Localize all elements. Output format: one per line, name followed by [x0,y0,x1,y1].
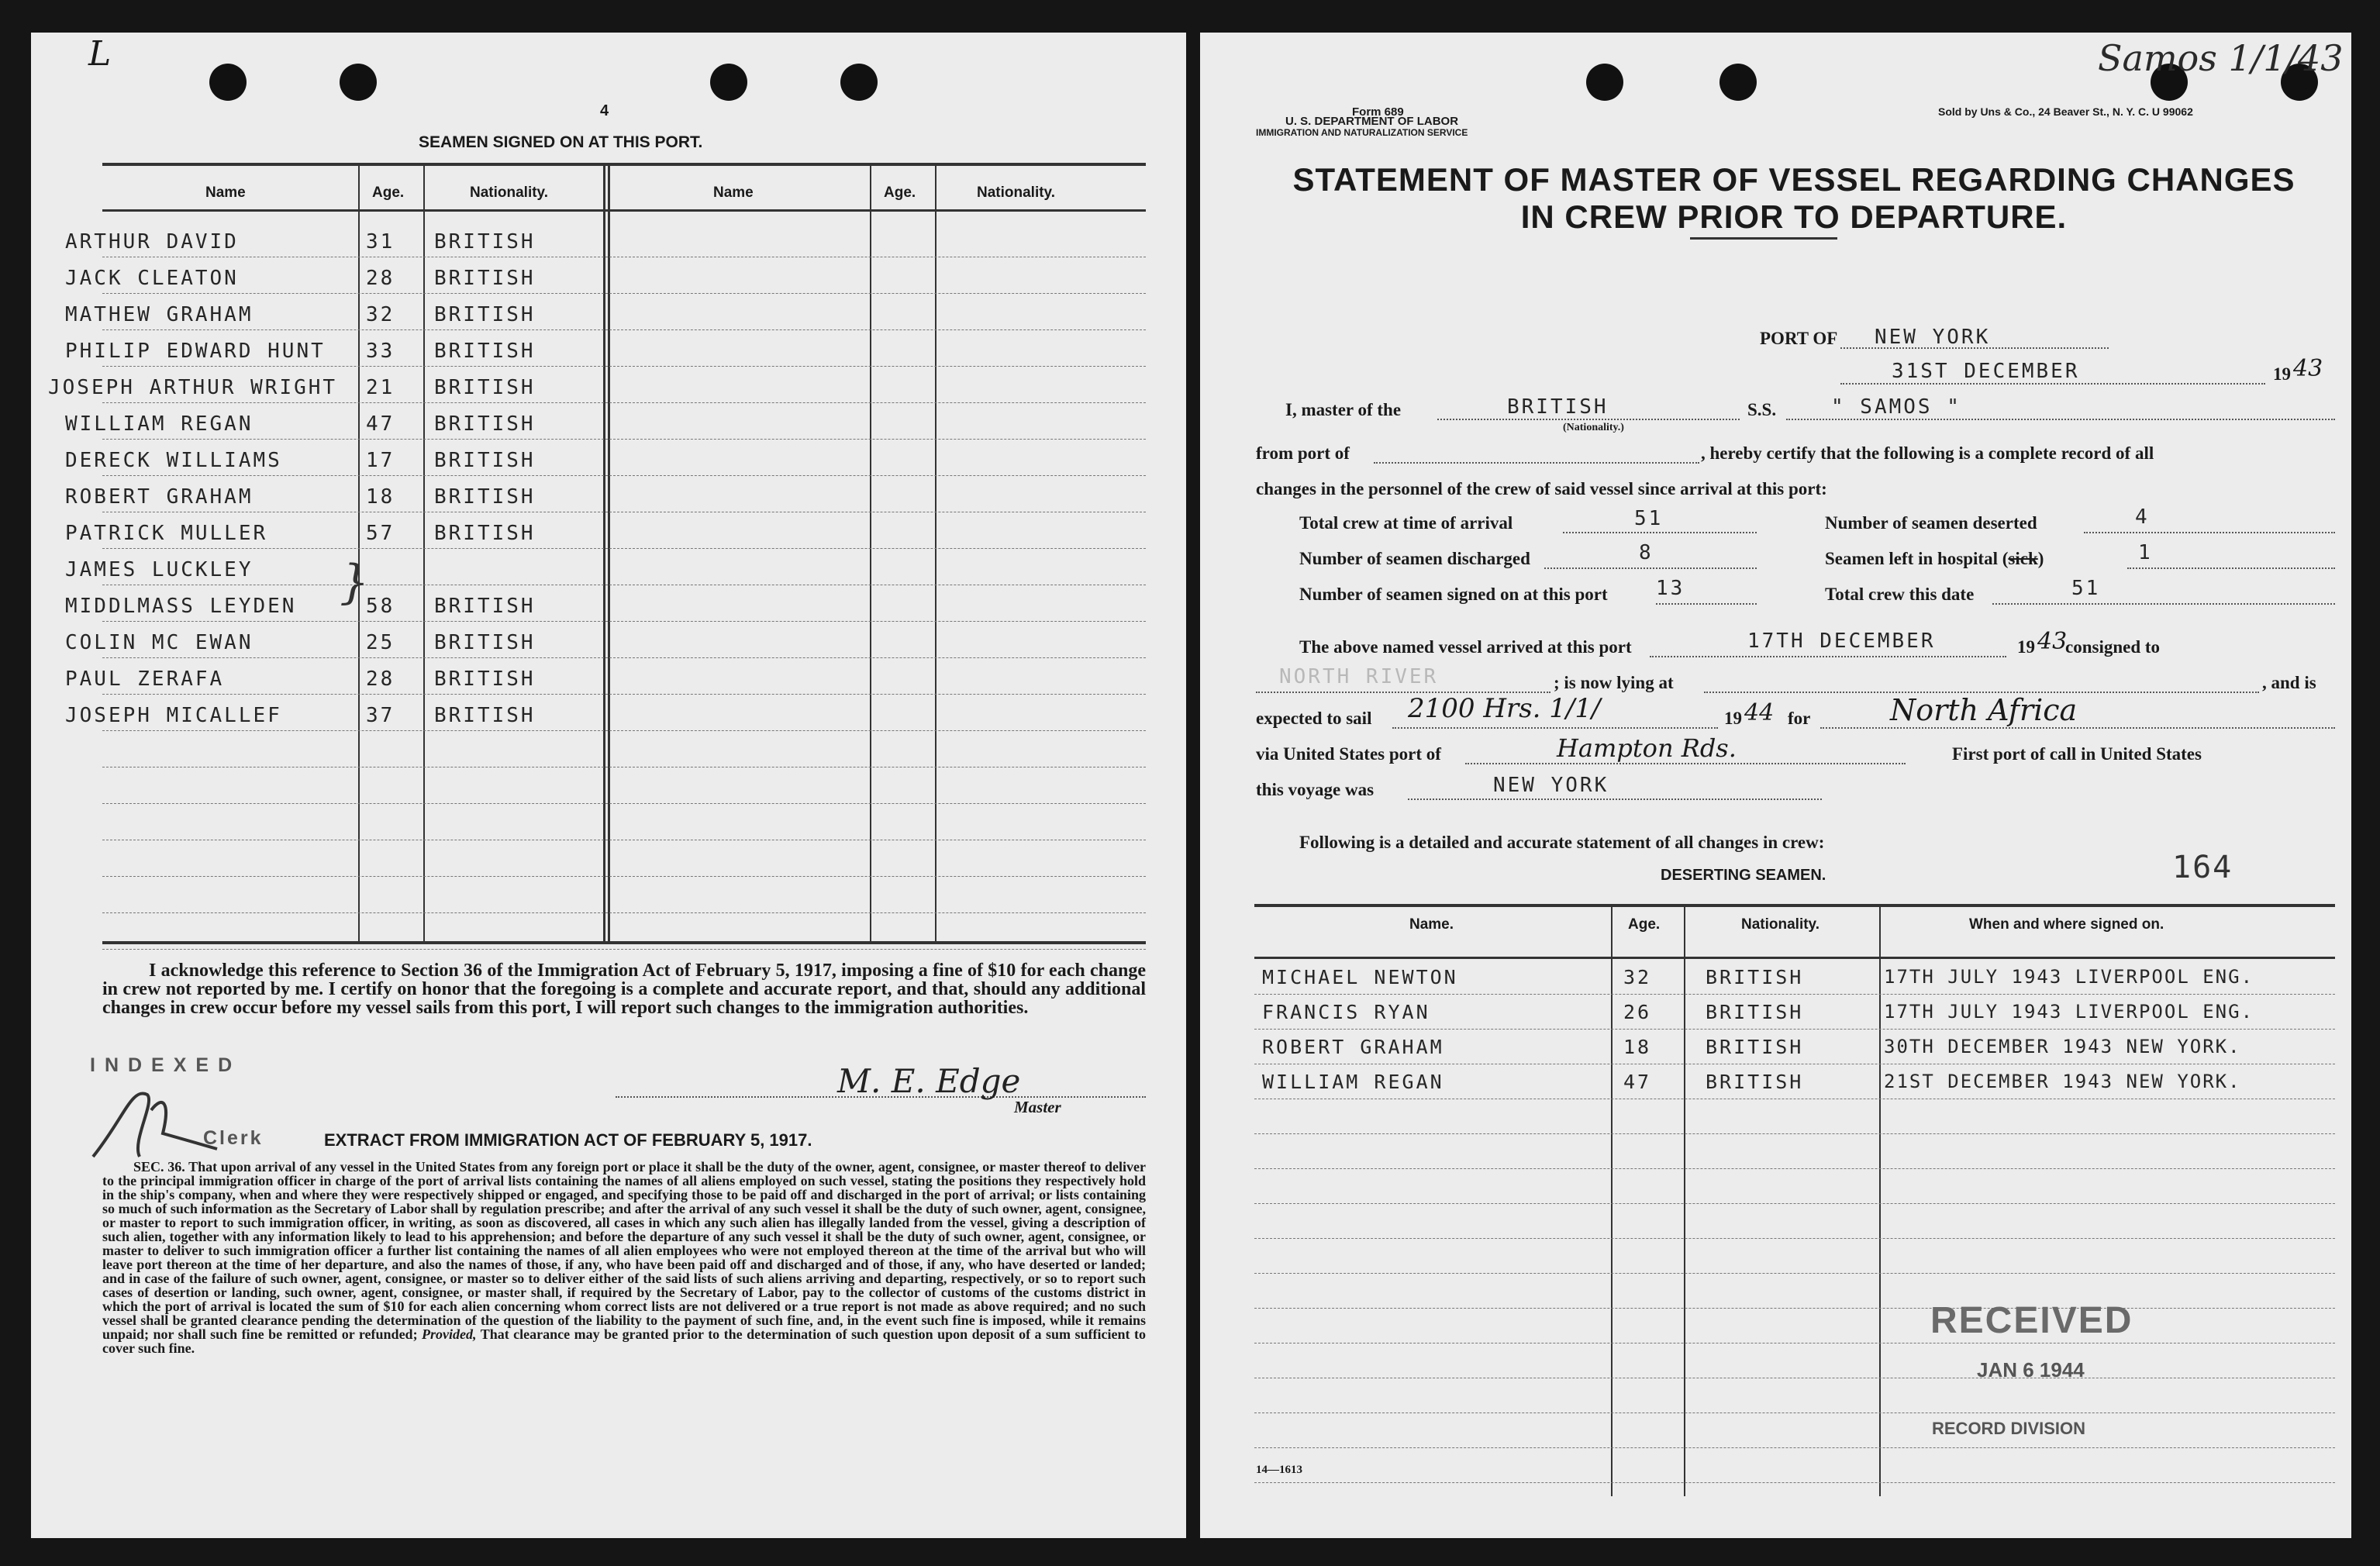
seaman-age: 47 [366,412,395,436]
punch-hole [710,64,747,101]
first-port-label: First port of call in United States [1952,744,2202,764]
master-label: Master [1014,1098,1061,1116]
deserter-signed-on: 17TH JULY 1943 LIVERPOOL ENG. [1884,966,2254,988]
expected-year: 44 [1744,699,1775,726]
col-nationality-header-2: Nationality. [977,185,1055,201]
seaman-age: 21 [366,376,395,399]
deserter-name: WILLIAM REGAN [1262,1071,1444,1093]
col-age-header-2: Age. [884,185,916,201]
deserter-name: ROBERT GRAHAM [1262,1036,1444,1058]
deserter-signed-on: 17TH JULY 1943 LIVERPOOL ENG. [1884,1001,2254,1023]
acknowledgement-text: I acknowledge this reference to Section 36 of the Immigration Act of February 5, 1917, imposing a fine of $10 for each change in crew not reported by me. I certify on honor that the foregoing is a complete and accurate report, and that, should any additional changes in crew occur before my vessel sails from this port, I will report such changes to the immigration authorities. [102,961,1146,1018]
punch-hole [1586,64,1623,101]
vessel-name: " SAMOS " [1831,395,1961,419]
deserter-nationality: BRITISH [1706,1036,1804,1058]
deserter-nationality: BRITISH [1706,966,1804,988]
seaman-name: JACK CLEATON [65,267,239,290]
deserter-nationality: BRITISH [1706,1001,1804,1023]
section-title: SEAMEN SIGNED ON AT THIS PORT. [419,133,703,151]
seaman-name: MIDDLMASS LEYDEN [65,595,297,618]
voyage-label: this voyage was [1256,780,1375,799]
arrived-year-prefix: 19 [2017,637,2035,657]
col-nationality-header: Nationality. [1741,916,1819,933]
deserting-title: DESERTING SEAMEN. [1661,867,1826,884]
total-crew-arrival: 51 [1634,507,1664,530]
lying-text: ; is now lying at [1554,673,1674,692]
seaman-name: PHILIP EDWARD HUNT [65,340,326,363]
clerk-label: Clerk [203,1127,264,1149]
nationality-caption: (Nationality.) [1563,422,1624,433]
via-label: via United States port of [1256,744,1441,764]
extract-text [102,1160,1146,1355]
extract-proviso-word: Provided, [422,1326,477,1342]
seaman-nationality: BRITISH [434,595,536,618]
deserter-nationality: BRITISH [1706,1071,1804,1093]
hospital-label: Seamen left in hospital (sick) [1825,549,2044,568]
seaman-age: 32 [366,303,395,326]
from-port-label: from port of [1256,443,1350,463]
seaman-age: 31 [366,230,395,254]
hospital-struck-word: sick [2008,549,2038,568]
seaman-name: PAUL ZERAFA [65,667,225,691]
col-name-header: Name [205,185,246,201]
seaman-nationality: BRITISH [434,230,536,254]
expected-label: expected to sail [1256,709,1372,728]
form-title-line2: IN CREW PRIOR TO DEPARTURE. [1520,198,2068,235]
destination: North Africa [1890,693,2078,727]
col-name-header: Name. [1409,916,1454,933]
right-page [1200,33,2351,1538]
seaman-name: COLIN MC EWAN [65,631,254,654]
seaman-nationality: BRITISH [434,267,536,290]
col-age-header: Age. [1628,916,1661,933]
punch-hole [840,64,878,101]
extract-proviso: That clearance may be granted prior to the determination of such question upon deposit of a sum sufficient to cover such fine. [102,1326,1146,1356]
certify-text: , hereby certify that the following is a complete record of all [1701,443,2154,463]
discharged-label: Number of seamen discharged [1299,549,1530,568]
port-label: PORT OF [1760,329,1838,348]
seaman-name: JOSEPH MICALLEF [65,704,282,727]
and-is-text: , and is [2262,673,2316,692]
master-signature: M. E. Edge [837,1062,1021,1100]
seaman-age: 25 [366,631,395,654]
col-name-header-2: Name [713,185,754,201]
punch-hole [340,64,377,101]
arrived-year: 43 [2037,628,2068,655]
seaman-nationality: BRITISH [434,522,536,545]
seller-note: Sold by Uns & Co., 24 Beaver St., N. Y. C. U 99062 [1938,105,2193,118]
for-label: for [1788,709,1811,728]
seaman-name: JAMES LUCKLEY [65,558,254,581]
master-of-label: I, master of the [1285,400,1402,419]
seaman-age: 58 [366,595,395,618]
seaman-nationality: BRITISH [434,412,536,436]
page-number-164: 164 [2172,850,2233,885]
deserted-count: 4 [2135,505,2150,529]
deserted-label: Number of seamen deserted [1825,513,2037,533]
voyage-value: NEW YORK [1493,774,1609,797]
via-value: Hampton Rds. [1557,733,1737,763]
col-signed-header: When and where signed on. [1969,916,2164,933]
seaman-name: PATRICK MULLER [65,522,268,545]
seaman-nationality: BRITISH [434,704,536,727]
seaman-nationality: BRITISH [434,667,536,691]
arrived-text: The above named vessel arrived at this port [1299,637,1632,657]
seaman-name: MATHEW GRAHAM [65,303,254,326]
seaman-age: 28 [366,667,395,691]
seaman-nationality: BRITISH [434,485,536,509]
nationality-value: BRITISH [1507,395,1609,419]
deserter-signed-on: 21ST DECEMBER 1943 NEW YORK. [1884,1071,2241,1092]
form-number: Form 689 [1352,105,1404,119]
indexed-stamp: INDEXED [90,1054,242,1076]
col-age-header: Age. [372,185,405,201]
punch-hole [209,64,247,101]
seaman-age: 17 [366,449,395,472]
handwritten-corner: Samos 1/1/43 [2098,37,2344,79]
seaman-age: 18 [366,485,395,509]
seaman-nationality: BRITISH [434,376,536,399]
year-prefix: 19 [2273,364,2291,384]
col-nationality-header: Nationality. [470,185,548,201]
signed-on-count: 13 [1656,577,1685,600]
faded-typed-text: NORTH RIVER [1279,665,1439,688]
port-value: NEW YORK [1875,326,1991,349]
consigned-text: consigned to [2065,637,2161,657]
page-number: 4 [600,102,609,119]
extract-lead: SEC. 36. [133,1159,185,1174]
seaman-age: 33 [366,340,395,363]
seaman-age: 28 [366,267,395,290]
department: U. S. DEPARTMENT OF LABOR [1285,115,1459,128]
seaman-name: ROBERT GRAHAM [65,485,254,509]
seaman-name: DERECK WILLIAMS [65,449,282,472]
total-crew-date: 51 [2071,577,2101,600]
extract-body: That upon arrival of any vessel in the United States from any foreign port or place it shall be the duty of the owner, agent, consignee, or master thereof to deliver to the principal immigration officer in charge of the port of arrival lists containing the names of all aliens employed on such vessel, stating the positions they respectively hold in the ship's company, when and where they were respectively shipped or engaged, and specifying those to be paid off and discharged in the port of arrival; or lists containing so much of such information as the Secretary of Labor shall by regulation prescribe; and after the arrival of any such vessel it shall be the duty of such owner, agent, consignee, or master to report to such immigration officer, in writing, as soon as discovered, all cases in which any such alien has illegally landed from the vessel, giving a description of such alien, together with any information likely to lead to his apprehension; and before the departure of any such vessel it shall be the duty of such owner, agent, consignee, or master to deliver to such immigration officer a further list containing the names of all alien employees who were not employed thereon at the time of the arrival but who will leave port thereon at the time of her departure, and also the names of those, if any, who have been paid off and discharged and of those, if any, who have deserted or landed; and in case of the failure of such owner, agent, consignee, or master so to deliver either of the said lists of such aliens arriving and departing, respectively, or so to report such cases of desertion or landing, such owner, agent, consignee, or master shall, if required by the Secretary of Labor, pay to the collector of customs of the customs district in which the port of arrival is located the sum of $10 for each alien concerning whom correct lists are not delivered or a true report is not made as above required; and no such vessel shall be granted clearance pending the determination of the question of the liability to the payment of such fine, and, in the event such fine is imposed, while it remains unpaid; nor shall such fine be remitted or refunded; [102,1159,1147,1342]
arrived-date: 17TH DECEMBER [1747,630,1936,653]
seaman-nationality: BRITISH [434,303,536,326]
left-page [31,33,1186,1538]
ss-label: S.S. [1747,400,1777,419]
form-title-line1: STATEMENT OF MASTER OF VESSEL REGARDING CHANGES [1292,161,2295,198]
date-value: 31ST DECEMBER [1892,360,2080,383]
footer-code: 14—1613 [1256,1464,1302,1476]
deserter-age: 26 [1623,1001,1652,1023]
following-text: Following is a detailed and accurate statement of all changes in crew: [1299,833,1825,852]
seaman-age: 37 [366,704,395,727]
deserter-age: 32 [1623,966,1652,988]
seaman-age: 57 [366,522,395,545]
total-crew-date-label: Total crew this date [1825,585,1975,604]
hospital-count: 1 [2138,541,2153,564]
extract-title: EXTRACT FROM IMMIGRATION ACT OF FEBRUARY 5, 1917. [324,1130,812,1150]
punch-hole [1719,64,1757,101]
received-stamp: RECEIVED [1930,1300,2133,1341]
seaman-nationality: BRITISH [434,449,536,472]
deserter-age: 18 [1623,1036,1652,1058]
changes-text: changes in the personnel of the crew of said vessel since arrival at this port: [1256,479,1827,498]
seaman-name: JOSEPH ARTHUR WRIGHT [48,376,338,399]
record-division: RECORD DIVISION [1932,1419,2086,1438]
service: IMMIGRATION AND NATURALIZATION SERVICE [1256,127,1468,138]
corner-mark: L [88,34,112,74]
deserter-signed-on: 30TH DECEMBER 1943 NEW YORK. [1884,1036,2241,1057]
expected-year-prefix: 19 [1724,709,1742,728]
total-crew-arrival-label: Total crew at time of arrival [1299,513,1513,533]
signed-on-label: Number of seamen signed on at this port [1299,585,1608,604]
expected-value: 2100 Hrs. 1/1/ [1408,693,1601,724]
seaman-nationality: BRITISH [434,631,536,654]
seaman-nationality: BRITISH [434,340,536,363]
brace-mark: } [340,555,370,609]
discharged-count: 8 [1639,541,1654,564]
seaman-name: ARTHUR DAVID [65,230,239,254]
year-value: 43 [2293,355,2323,382]
received-date: JAN 6 1944 [1977,1358,2085,1381]
deserter-name: FRANCIS RYAN [1262,1001,1430,1023]
seaman-name: WILLIAM REGAN [65,412,254,436]
deserter-age: 47 [1623,1071,1652,1093]
deserter-name: MICHAEL NEWTON [1262,966,1458,988]
